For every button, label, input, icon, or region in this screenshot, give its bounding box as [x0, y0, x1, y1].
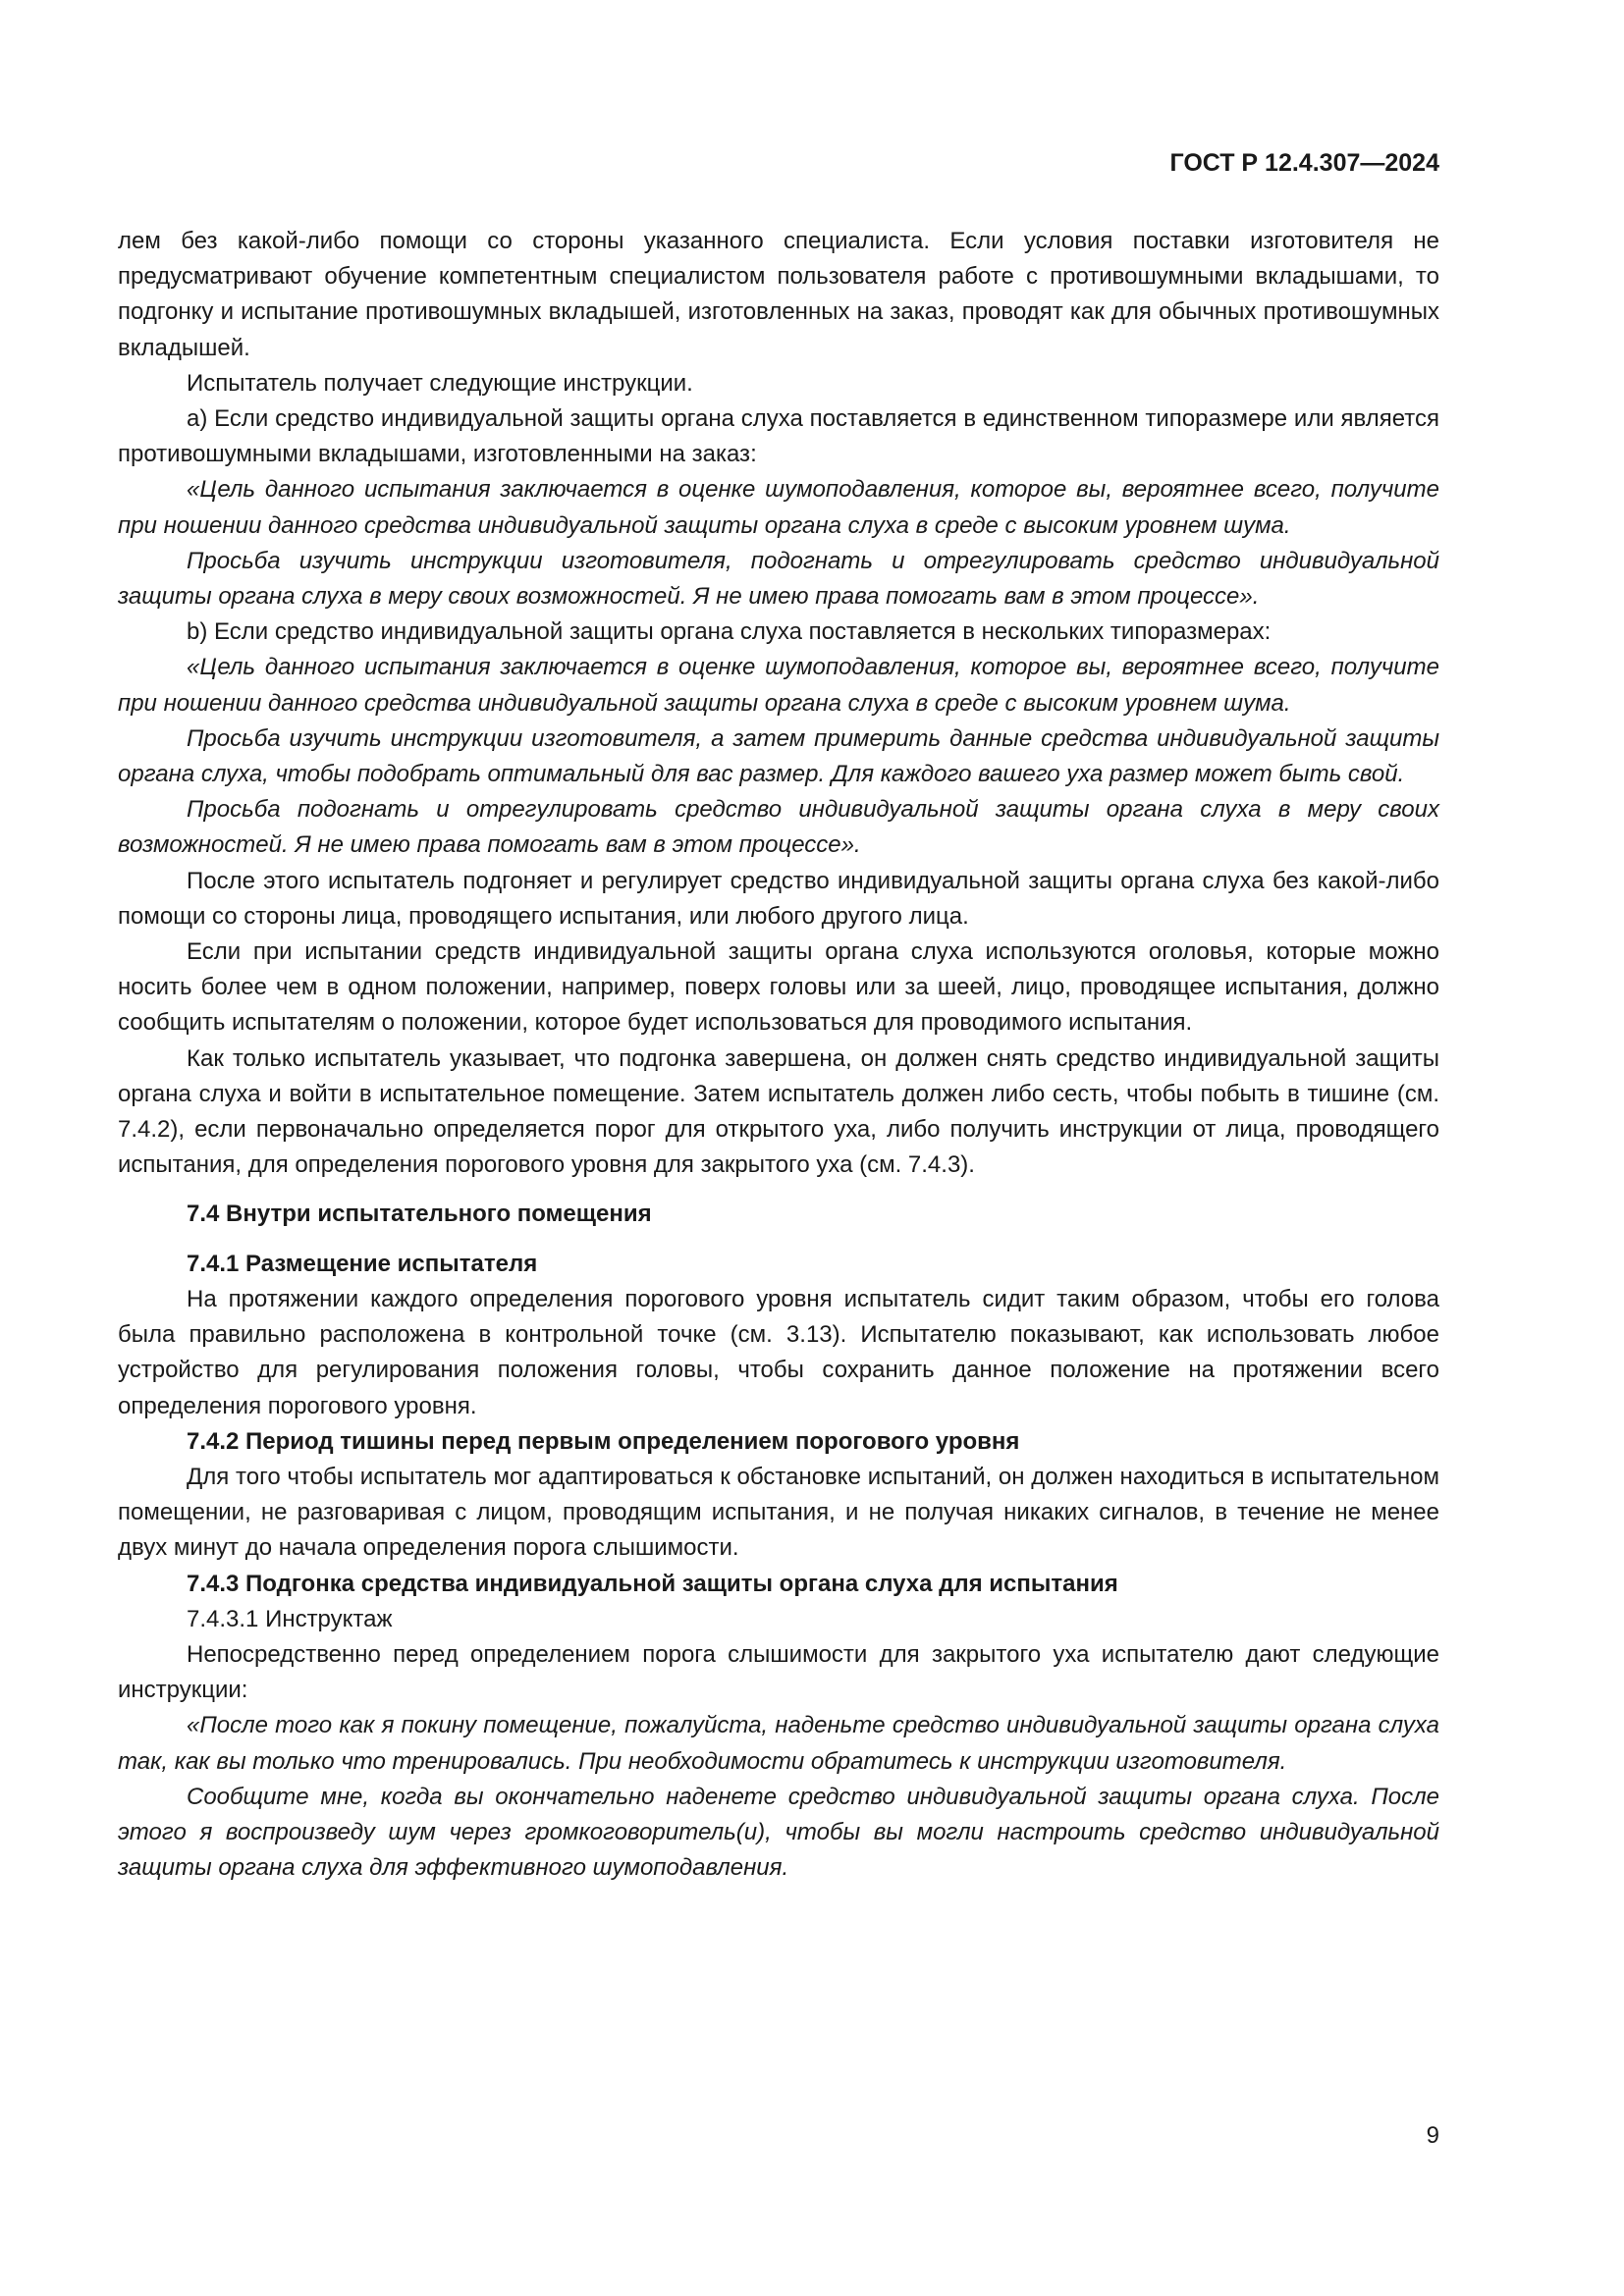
quote-paragraph: Сообщите мне, когда вы окончательно наденете средство индивидуальной защиты органа слуха. После этого я воспроизведу шум через громкоговоритель(и), чтобы вы могли настроить средство индивидуальной защиты органа слуха для эффективного шумоподавления.	[118, 1783, 1439, 1882]
quote-paragraph: «Цель данного испытания заключается в оценке шумоподавления, которое вы, вероятнее всего, получите при ношении данного средства индивидуальной защиты органа слуха в среде с высоким уровнем шума.	[118, 476, 1439, 539]
paragraph: После этого испытатель подгоняет и регулирует средство индивидуальной защиты органа слуха без какой-либо помощи со стороны лица, проводящего испытания, или любого другого лица.	[118, 867, 1439, 930]
paragraph: Если при испытании средств индивидуальной защиты органа слуха используются оголовья, которые можно носить более чем в одном положении, например, поверх головы или за шеей, лицо, проводящее испытания, должно сообщить испытателям о положении, которое будет использоваться для проводимого испытания.	[118, 938, 1439, 1037]
paragraph: Испытатель получает следующие инструкции.	[187, 369, 693, 397]
quote-paragraph: «После того как я покину помещение, пожалуйста, наденьте средство индивидуальной защиты органа слуха так, как вы только что тренировались. При необходимости обратитесь к инструкции изготовителя.	[118, 1712, 1439, 1775]
document-header: ГОСТ Р 12.4.307—2024	[1169, 149, 1439, 177]
paragraph: На протяжении каждого определения порогового уровня испытатель сидит таким образом, чтобы его голова была правильно расположена в контрольной точке (см. 3.13). Испытателю показывают, как использовать любое устройство для регулирования положения головы, чтобы сохранить данное положение на протяжении всего определения порогового уровня.	[118, 1285, 1439, 1419]
clause-heading-7-4-3-1: 7.4.3.1 Инструктаж	[187, 1605, 393, 1632]
list-item-a: a) Если средство индивидуальной защиты органа слуха поставляется в единственном типоразмере или является противошумными вкладышами, изготовленными на заказ:	[118, 405, 1439, 468]
paragraph: Для того чтобы испытатель мог адаптироваться к обстановке испытаний, он должен находиться в испытательном помещении, не разговаривая с лицом, проводящим испытания, и не получая никаких сигналов, в течение не менее двух минут до начала определения порога слышимости.	[118, 1463, 1439, 1562]
list-item-b: b) Если средство индивидуальной защиты органа слуха поставляется в нескольких типоразмерах:	[187, 618, 1272, 646]
subsection-heading-7-4-2: 7.4.2 Период тишины перед первым определением порогового уровня	[187, 1427, 1020, 1455]
section-heading-7-4: 7.4 Внутри испытательного помещения	[187, 1201, 652, 1228]
quote-paragraph: «Цель данного испытания заключается в оценке шумоподавления, которое вы, вероятнее всего, получите при ношении данного средства индивидуальной защиты органа слуха в среде с высоким уровнем шума.	[118, 654, 1439, 717]
quote-paragraph: Просьба изучить инструкции изготовителя, а затем примерить данные средства индивидуальной защиты органа слуха, чтобы подобрать оптимальный для вас размер. Для каждого вашего уха размер может быть свой.	[118, 724, 1439, 788]
paragraph: Как только испытатель указывает, что подгонка завершена, он должен снять средство индивидуальной защиты органа слуха и войти в испытательное помещение. Затем испытатель должен либо сесть, чтобы побыть в тишине (см. 7.4.2), если первоначально определяется порог для открытого уха, либо получить инструкции от лица, проводящего испытания, для определения порогового уровня для закрытого уха (см. 7.4.3).	[118, 1044, 1439, 1179]
quote-paragraph: Просьба изучить инструкции изготовителя, подогнать и отрегулировать средство индивидуальной защиты органа слуха в меру своих возможностей. Я не имею права помогать вам в этом процессе».	[118, 547, 1439, 611]
quote-paragraph: Просьба подогнать и отрегулировать средство индивидуальной защиты органа слуха в меру своих возможностей. Я не имею права помогать вам в этом процессе».	[118, 796, 1439, 859]
document-body	[118, 224, 1439, 1886]
page-number: 9	[1426, 2122, 1439, 2149]
paragraph: Непосредственно перед определением порога слышимости для закрытого уха испытателю дают следующие инструкции:	[118, 1640, 1439, 1704]
paragraph: лем без какой-либо помощи со стороны указанного специалиста. Если условия поставки изготовителя не предусматривают обучение компетентным специалистом пользователя работе с противошумными вкладышами, то подгонку и испытание противошумных вкладышей, изготовленных на заказ, проводят как для обычных противошумных вкладышей.	[118, 228, 1439, 361]
subsection-heading-7-4-1: 7.4.1 Размещение испытателя	[187, 1250, 538, 1277]
subsection-heading-7-4-3: 7.4.3 Подгонка средства индивидуальной защиты органа слуха для испытания	[187, 1570, 1118, 1597]
